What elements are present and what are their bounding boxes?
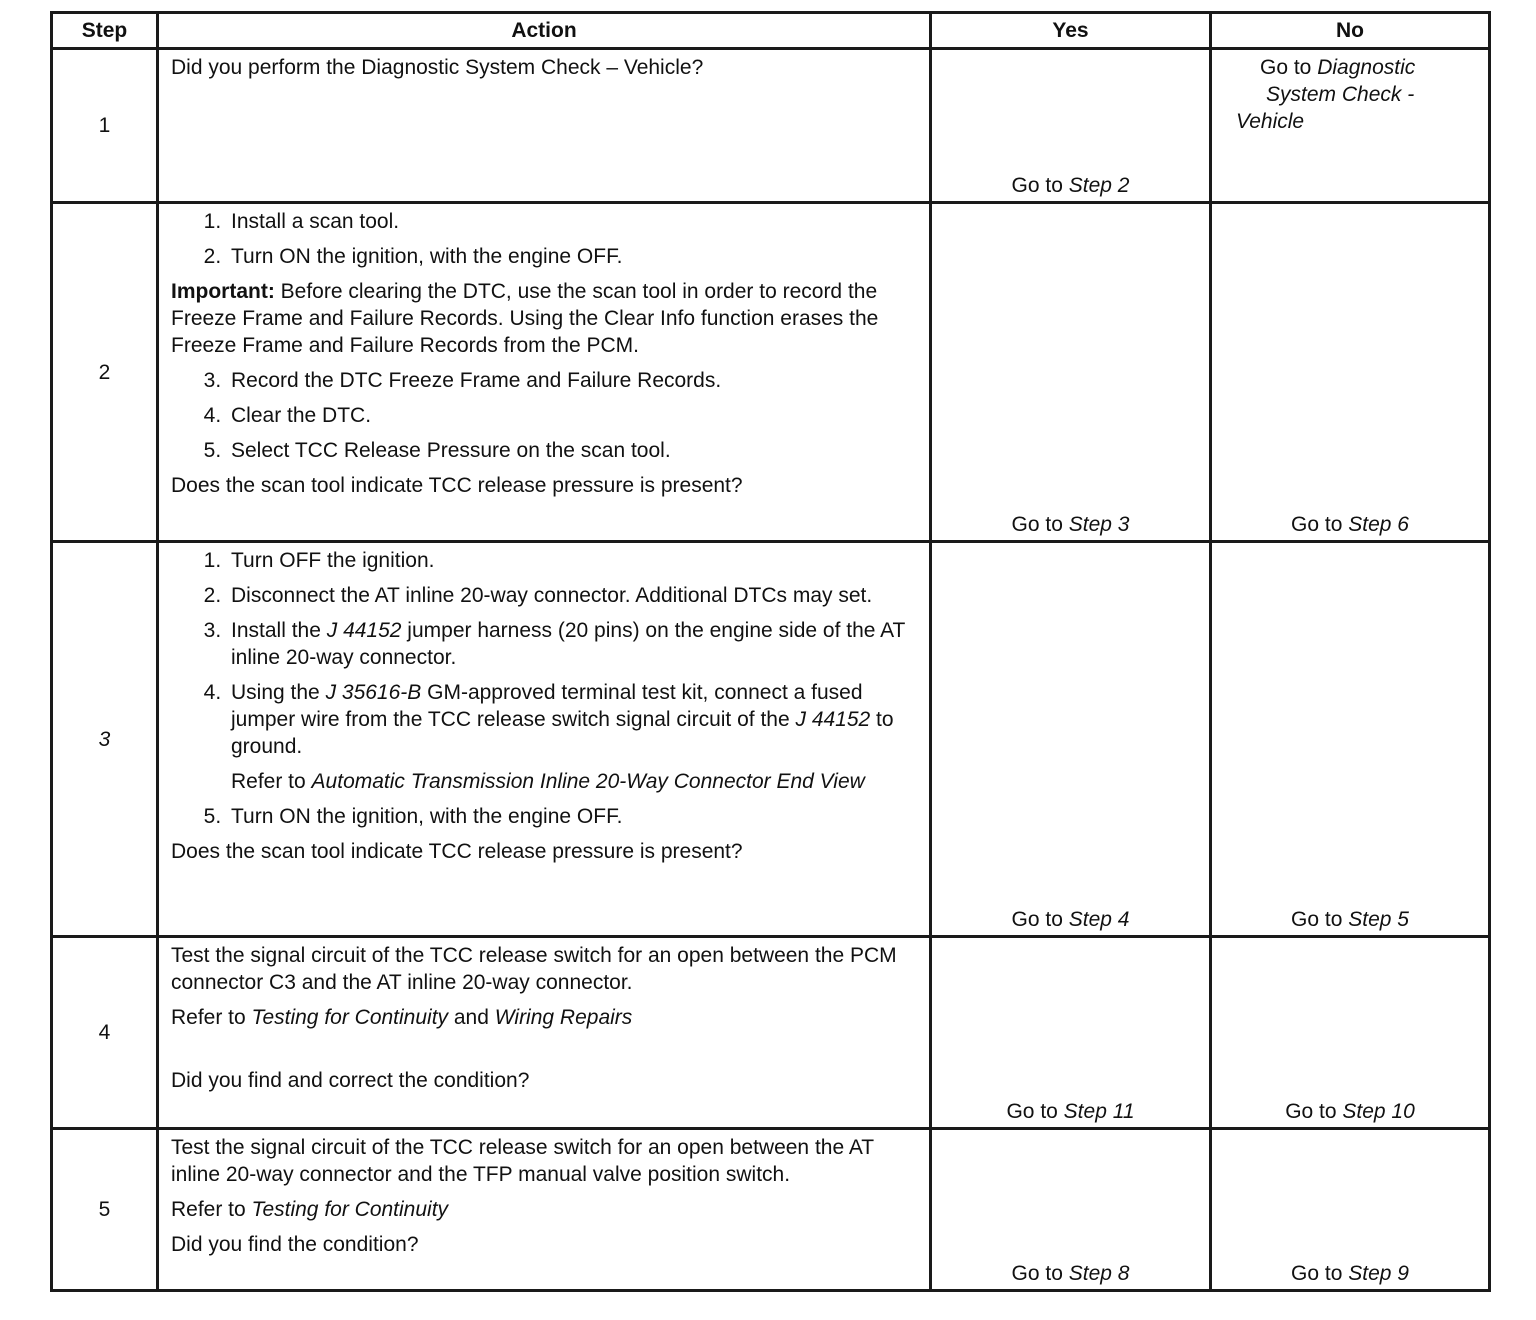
no-cell xyxy=(1211,1129,1490,1291)
action-steps xyxy=(171,547,919,830)
no-prefix: Go to xyxy=(1285,1100,1343,1123)
action-step-item: 5. Select TCC Release Pressure on the scan tool. xyxy=(227,437,919,464)
no-prefix: Go to xyxy=(1291,1262,1349,1285)
action-question: Did you find the condition? xyxy=(171,1233,419,1256)
step-number-text: 3 xyxy=(98,727,111,751)
action-question: Did you perform the Diagnostic System Check – Vehicle? xyxy=(171,56,704,79)
important-label: Important: xyxy=(171,280,275,303)
yes-cell xyxy=(931,203,1211,542)
action-step-item: 1. Turn OFF the ignition. xyxy=(227,547,919,574)
no-cell xyxy=(1211,542,1490,937)
no-link-line1[interactable]: Diagnostic xyxy=(1317,56,1416,79)
action-cell xyxy=(158,203,931,542)
item-text: Install the xyxy=(231,619,327,642)
yes-prefix: Go to xyxy=(1011,1262,1069,1285)
refer-note xyxy=(171,1004,919,1031)
action-question: Does the scan tool indicate TCC release pressure is present? xyxy=(171,474,743,497)
action-cell xyxy=(158,542,931,937)
item-text: GM-approved terminal test kit, connect a fused jumper wire from the TCC release switch signal circuit of the xyxy=(231,681,863,731)
refer-prefix: Refer to xyxy=(171,1006,252,1029)
important-text: Before clearing the DTC, use the scan tool in order to record the Freeze Frame and Failure Records. Using the Clear Info function erases the Freeze Frame and Failure Records from the PCM. xyxy=(171,280,879,357)
header-yes: Yes xyxy=(931,13,1211,49)
reference-link[interactable]: Wiring Repairs xyxy=(494,1006,633,1029)
no-prefix: Go to xyxy=(1260,56,1318,79)
step-number: 5 xyxy=(52,1129,158,1291)
spacer xyxy=(171,1039,919,1067)
action-text: Test the signal circuit of the TCC release switch for an open between the AT inline 20-way connector and the TFP manual valve position switch. xyxy=(171,1136,874,1186)
refer-note xyxy=(171,1196,919,1223)
diagnostic-table xyxy=(50,11,1491,1292)
refer-note xyxy=(231,768,919,795)
no-step-link[interactable]: Step 9 xyxy=(1348,1262,1409,1285)
yes-cell xyxy=(931,1129,1211,1291)
yes-step-link[interactable]: Step 2 xyxy=(1068,174,1130,197)
table-row xyxy=(52,203,1490,542)
header-row xyxy=(52,13,1490,49)
action-step-item xyxy=(227,679,919,795)
action-cell xyxy=(158,49,931,203)
yes-cell xyxy=(931,937,1211,1129)
tool-ref: J 44152 xyxy=(795,708,871,731)
no-link-line3[interactable]: Vehicle xyxy=(1236,110,1305,133)
step-number: 1 xyxy=(52,49,158,203)
action-step-item: 3. Record the DTC Freeze Frame and Failure Records. xyxy=(227,367,919,394)
refer-prefix: Refer to xyxy=(231,770,312,793)
refer-prefix: Refer to xyxy=(171,1198,252,1221)
yes-prefix: Go to xyxy=(1006,1100,1064,1123)
header-no: No xyxy=(1211,13,1490,49)
no-prefix: Go to xyxy=(1291,908,1349,931)
no-link-line2[interactable]: System Check - xyxy=(1266,83,1415,106)
action-question: Does the scan tool indicate TCC release pressure is present? xyxy=(171,840,743,863)
action-text: Test the signal circuit of the TCC release switch for an open between the PCM connector C3 and the AT inline 20-way connector. xyxy=(171,944,897,994)
table-row xyxy=(52,937,1490,1129)
no-step-link[interactable]: Step 6 xyxy=(1348,513,1409,536)
action-step-item: 1. Install a scan tool. xyxy=(227,208,919,235)
table-row xyxy=(52,49,1490,203)
item-text: jumper harness (20 pins) on the engine side of the AT inline 20-way connector. xyxy=(231,619,905,669)
action-step-item: 2. Turn ON the ignition, with the engine OFF. xyxy=(227,243,919,270)
action-steps xyxy=(171,367,919,464)
no-cell xyxy=(1211,203,1490,542)
step-number xyxy=(52,542,158,937)
tool-ref: J 44152 xyxy=(326,619,402,642)
item-text: to ground. xyxy=(231,708,894,758)
no-step-link[interactable]: Step 5 xyxy=(1348,908,1409,931)
action-question: Did you find and correct the condition? xyxy=(171,1069,530,1092)
action-steps xyxy=(171,208,919,270)
yes-prefix: Go to xyxy=(1011,908,1069,931)
reference-link[interactable]: Testing for Continuity xyxy=(251,1198,449,1221)
no-cell xyxy=(1211,937,1490,1129)
yes-step-link[interactable]: Step 3 xyxy=(1068,513,1130,536)
yes-cell xyxy=(931,49,1211,203)
reference-link[interactable]: Testing for Continuity xyxy=(251,1006,449,1029)
no-cell xyxy=(1211,49,1490,203)
action-step-item: 2. Disconnect the AT inline 20-way connector. Additional DTCs may set. xyxy=(227,582,919,609)
yes-step-link[interactable]: Step 8 xyxy=(1068,1262,1130,1285)
important-note xyxy=(171,278,919,359)
action-step-item: 5. Turn ON the ignition, with the engine OFF. xyxy=(227,803,919,830)
tool-ref: J 35616-B xyxy=(325,681,422,704)
no-prefix: Go to xyxy=(1291,513,1349,536)
yes-cell xyxy=(931,542,1211,937)
action-cell xyxy=(158,937,931,1129)
table-row xyxy=(52,542,1490,937)
step-number: 2 xyxy=(52,203,158,542)
reference-link[interactable]: Automatic Transmission Inline 20-Way Connector End View xyxy=(311,770,865,793)
yes-prefix: Go to xyxy=(1011,513,1069,536)
action-step-item xyxy=(227,617,919,671)
header-action: Action xyxy=(158,13,931,49)
table-row xyxy=(52,1129,1490,1291)
action-step-item: 4. Clear the DTC. xyxy=(227,402,919,429)
action-cell xyxy=(158,1129,931,1291)
yes-prefix: Go to xyxy=(1011,174,1069,197)
refer-and: and xyxy=(448,1006,495,1029)
item-text: Using the xyxy=(231,681,326,704)
header-step: Step xyxy=(52,13,158,49)
step-number: 4 xyxy=(52,937,158,1129)
yes-step-link[interactable]: Step 4 xyxy=(1068,908,1130,931)
yes-step-link[interactable]: Step 11 xyxy=(1063,1100,1135,1123)
no-step-link[interactable]: Step 10 xyxy=(1342,1100,1415,1123)
